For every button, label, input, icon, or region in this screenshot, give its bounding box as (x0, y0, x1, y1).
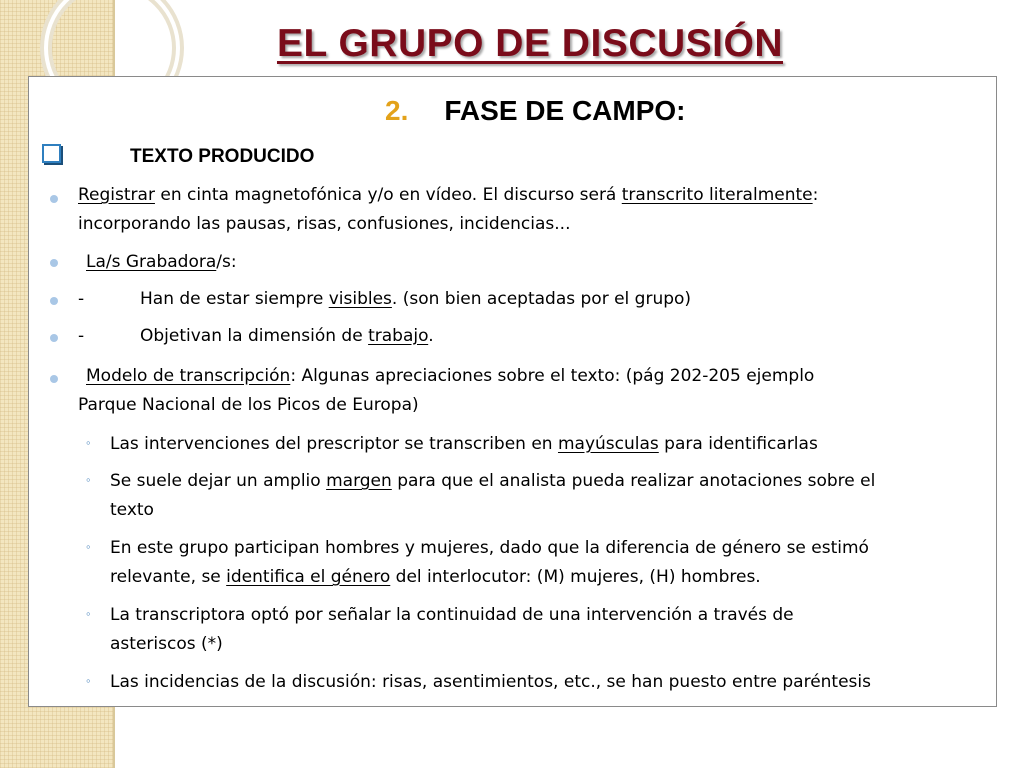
subbullet-item: En este grupo participan hombres y mujeres, dado que la diferencia de género se estimó relevante, se identifica el género del interlocutor: (M) mujeres, (H) hombres. (110, 538, 869, 587)
bullet-item-trabajo: - Objetivan la dimensión de trabajo. (78, 326, 434, 346)
circle-bullet-icon: ◦ (86, 539, 91, 554)
bullet-icon (50, 195, 58, 203)
circle-bullet-icon: ◦ (86, 435, 91, 450)
section-number: 2. (385, 95, 409, 126)
subbullet-item: Se suele dejar un amplio margen para que el analista pueda realizar anotaciones sobre el texto (110, 471, 876, 520)
subbullet-item: Las intervenciones del prescriptor se transcriben en mayúsculas para identificarlas (110, 434, 818, 454)
section-title: FASE DE CAMPO: (444, 95, 686, 126)
subheading: TEXTO PRODUCIDO (130, 146, 315, 167)
bullet-item-visibles: - Han de estar siempre visibles. (son bien aceptadas por el grupo) (78, 289, 692, 309)
bullet-item-registrar: Registrar en cinta magnetofónica y/o en vídeo. El discurso será transcrito literalmente: incorporando las pausas, risas, confusiones, incidencias... (78, 185, 819, 234)
circle-bullet-icon: ◦ (86, 606, 91, 621)
bullet-icon (50, 259, 58, 267)
bullet-icon (50, 297, 58, 305)
checkbox-bullet-icon (42, 144, 61, 163)
section-heading (385, 95, 686, 127)
bullet-item-modelo: Modelo de transcripción: Algunas apreciaciones sobre el texto: (pág 202-205 ejemplo Parque Nacional de los Picos de Europa) (78, 366, 815, 415)
subbullet-item: Las incidencias de la discusión: risas, asentimientos, etc., se han puesto entre paréntesis (110, 672, 871, 692)
page-title: EL GRUPO DE DISCUSIÓN (276, 22, 784, 65)
subbullet-item: La transcriptora optó por señalar la continuidad de una intervención a través de asteriscos (*) (110, 605, 794, 654)
bullet-icon (50, 375, 58, 383)
bullet-icon (50, 334, 58, 342)
circle-bullet-icon: ◦ (86, 673, 91, 688)
circle-bullet-icon: ◦ (86, 472, 91, 487)
bullet-item-grabadora: La/s Grabadora/s: (86, 252, 237, 272)
